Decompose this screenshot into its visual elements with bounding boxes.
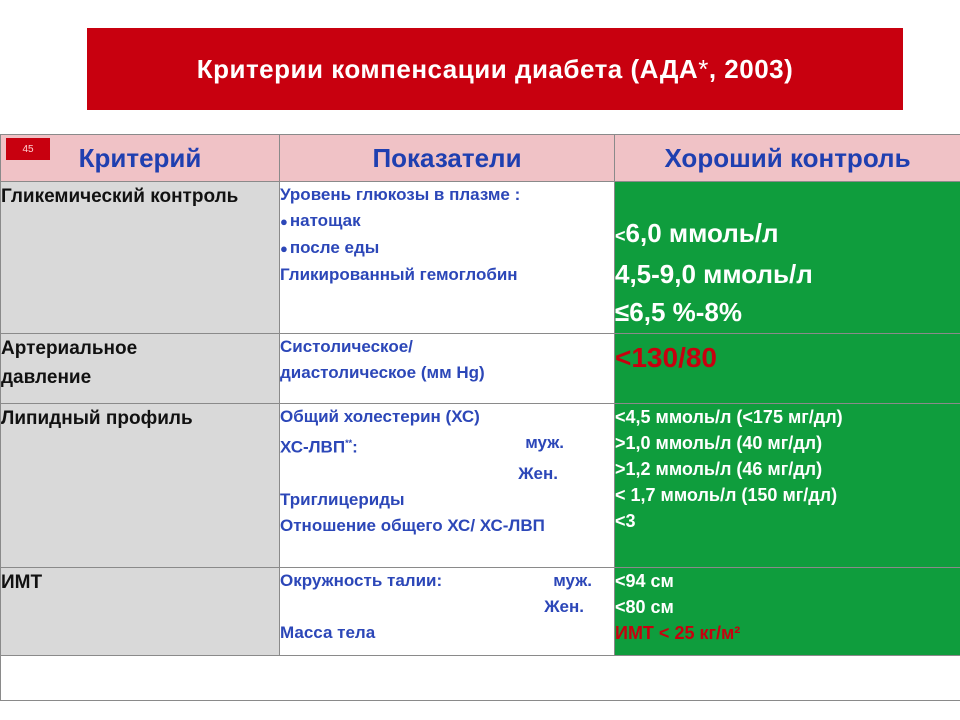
- waist-male-value: <94 см: [615, 571, 674, 591]
- title-star: *: [698, 53, 709, 84]
- criterion-lipids: Липидный профиль: [1, 404, 280, 568]
- criteria-table: [0, 134, 960, 701]
- values-glycemic: [615, 182, 960, 334]
- criterion-bmi: ИМТ: [1, 568, 280, 656]
- fasting-lt: <: [615, 226, 626, 246]
- bmi-value: ИМТ < 25 кг/м²: [615, 623, 741, 643]
- title-main: Критерии компенсации диабета: [196, 53, 623, 84]
- header-criterion: Критерий: [1, 135, 280, 182]
- hdl-colon: :: [352, 437, 358, 457]
- indicators-glycemic: [280, 182, 615, 334]
- waist-label: Окружность талии:: [280, 571, 443, 590]
- hdl-label-wrap: [280, 430, 358, 461]
- table-row-lipids: [1, 404, 960, 568]
- ratio-label: Отношение общего ХС/ ХС-ЛВП: [280, 515, 545, 535]
- hba1c-value: ≤6,5 %-8%: [615, 297, 742, 327]
- table-row-bp: [1, 334, 960, 404]
- hdl-label: ХС-ЛВП: [280, 437, 346, 457]
- indicators-bp: [280, 334, 615, 404]
- table-row-bmi: [1, 568, 960, 656]
- table-row-empty: [1, 656, 960, 701]
- indicators-bmi: [280, 568, 615, 656]
- fasting-value-line: [615, 214, 960, 255]
- criterion-glycemic: Гликемический контроль: [1, 182, 280, 334]
- slide-number-badge: 45: [6, 138, 50, 160]
- values-bmi: [615, 568, 960, 656]
- header-good-control: Хороший контроль: [615, 135, 960, 182]
- hba1c-label: Гликированный гемоглобин: [280, 265, 518, 284]
- hdl-female-value: >1,2 ммоль/л (46 мг/дл): [615, 459, 823, 479]
- page-title: [87, 28, 903, 110]
- after-meal-value: 4,5-9,0 ммоль/л: [615, 259, 813, 289]
- title-year: , 2003): [708, 53, 794, 84]
- indicators-lipids: [280, 404, 615, 568]
- values-lipids: [615, 404, 960, 568]
- weight-label: Масса тела: [280, 623, 376, 642]
- hdl-female-label: Жен.: [518, 463, 558, 483]
- fasting-label: ● натощак: [280, 208, 614, 235]
- title-source: (АДА: [630, 53, 699, 84]
- bp-target-value: <130/80: [615, 342, 717, 373]
- total-chol-label: Общий холестерин (ХС): [280, 407, 480, 426]
- waist-female-label: Жен.: [544, 597, 584, 616]
- empty-cell: [1, 656, 960, 701]
- hdl-female-line: [280, 461, 614, 487]
- waist-male-line: [280, 568, 614, 594]
- hdl-male-label: муж.: [525, 433, 564, 452]
- hdl-sup: **: [345, 438, 353, 448]
- hdl-male-line: [280, 430, 614, 461]
- criterion-bp: Артериальное давление: [1, 334, 280, 404]
- header-indicators: Показатели: [280, 135, 615, 182]
- ratio-value: <3: [615, 511, 636, 531]
- glucose-label: Уровень глюкозы в плазме :: [280, 185, 521, 204]
- table-row-glycemic: [1, 182, 960, 334]
- waist-female-line: [280, 594, 614, 620]
- waist-male-label: муж.: [553, 571, 592, 590]
- total-chol-value: <4,5 ммоль/л (<175 мг/дл): [615, 407, 843, 427]
- fasting-value: 6,0 ммоль/л: [625, 218, 779, 248]
- trig-value: < 1,7 ммоль/л (150 мг/дл): [615, 485, 838, 505]
- values-bp: [615, 334, 960, 404]
- hdl-male-value: >1,0 ммоль/л (40 мг/дл): [615, 433, 823, 453]
- after-meal-label: ● после еды: [280, 235, 614, 262]
- systolic-label: Систолическое/: [280, 337, 413, 356]
- diastolic-label: диастолическое (мм Hg): [280, 363, 485, 382]
- header-row: [1, 135, 960, 182]
- waist-female-value: <80 см: [615, 597, 674, 617]
- trig-label: Триглицериды: [280, 489, 405, 509]
